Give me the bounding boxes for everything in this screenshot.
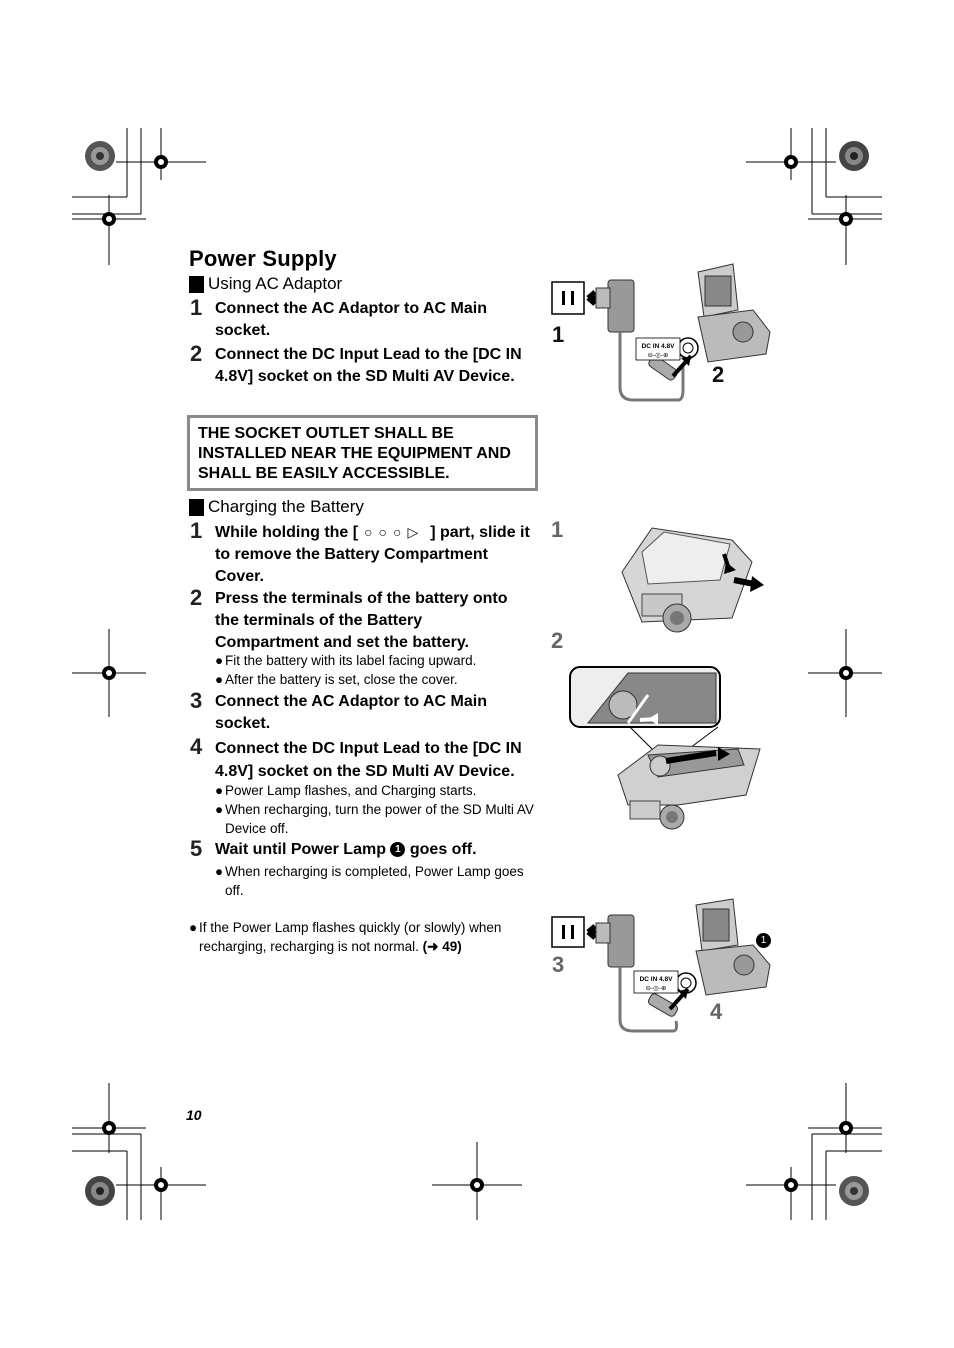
section-marker bbox=[189, 276, 204, 293]
ac-step-text-1: Connect the AC Adaptor to AC Main socket. bbox=[215, 300, 487, 339]
fig3-label-3: 3 bbox=[552, 952, 565, 977]
footnote-ref: (➜ 49) bbox=[422, 939, 462, 954]
fig2-label-2: 2 bbox=[551, 628, 564, 653]
page-number: 10 bbox=[186, 1107, 202, 1123]
battery-insert-illustration bbox=[568, 665, 768, 837]
section-heading-ac-text: Using AC Adaptor bbox=[208, 274, 343, 293]
charge-step-text-3: Connect the AC Adaptor to AC Main socket. bbox=[215, 693, 487, 732]
ac-step-text-2: Connect the DC Input Lead to the [DC IN 4.8V] socket on the SD Multi AV Device. bbox=[215, 346, 522, 385]
charge-step-number-1: 1 bbox=[190, 518, 203, 543]
step1-text-a: While holding the [ bbox=[215, 524, 359, 541]
step5-note-1-text: When recharging is completed, Power Lamp goes off. bbox=[225, 864, 524, 898]
charging-connection-illustration bbox=[548, 895, 778, 1035]
fig1-label-2: 2 bbox=[712, 362, 725, 387]
fig2-label-1: 1 bbox=[551, 517, 564, 542]
ac-step-number-1: 1 bbox=[190, 295, 203, 320]
section-heading-ac bbox=[189, 274, 342, 294]
warning-line-2: INSTALLED NEAR THE EQUIPMENT AND bbox=[198, 445, 511, 462]
ac-adaptor-illustration bbox=[548, 262, 778, 407]
step1-text-b: ] part, slide it to remove the Battery Compartment Cover. bbox=[215, 524, 530, 585]
battery-cover-illustration bbox=[612, 522, 772, 642]
step4-note-1: ● Power Lamp flashes, and Charging starts. bbox=[215, 783, 477, 798]
charge-step-number-3: 3 bbox=[190, 688, 203, 713]
step2-note-1: ● Fit the battery with its label facing upward. bbox=[215, 653, 477, 668]
step5-text-a: Wait until Power Lamp bbox=[215, 841, 386, 858]
dc-polarity-symbol: ⊖-◎-⊕ bbox=[647, 352, 669, 359]
step4-note-2-text: When recharging, turn the power of the SD Multi AV Device off. bbox=[225, 802, 534, 836]
charge-step-text-5 bbox=[215, 839, 535, 861]
charge-step-text-2: Press the terminals of the battery onto the terminals of the Battery Compartment and set the battery. bbox=[215, 590, 508, 651]
step2-note-2-text: After the battery is set, close the cover. bbox=[225, 672, 458, 687]
warning-line-3: SHALL BE EASILY ACCESSIBLE. bbox=[198, 465, 450, 482]
fig1-label-1: 1 bbox=[552, 322, 565, 347]
step2-note-1-text: Fit the battery with its label facing upward. bbox=[225, 653, 477, 668]
step5-text-b: goes off. bbox=[409, 841, 477, 858]
charge-step-text-1 bbox=[215, 521, 540, 588]
warning-line-1: THE SOCKET OUTLET SHALL BE bbox=[198, 425, 454, 442]
footnote: ● If the Power Lamp flashes quickly (or slowly) when recharging, recharging is not normal. (➜ 49) bbox=[189, 918, 539, 956]
step4-note-2: ● When recharging, turn the power of the SD Multi AV Device off. bbox=[215, 800, 540, 838]
power-lamp-marker: 1 bbox=[390, 842, 405, 857]
ac-step-number-2: 2 bbox=[190, 341, 203, 366]
footnote-body bbox=[199, 918, 539, 956]
dc-polarity-symbol-2: ⊖-◎-⊕ bbox=[645, 985, 667, 992]
section-heading-charge-text: Charging the Battery bbox=[208, 497, 364, 516]
cover-release-symbols: ○○○▷ bbox=[364, 524, 425, 540]
dc-in-label-2: DC IN 4.8V bbox=[639, 976, 673, 983]
fig3-power-lamp-marker: 1 bbox=[756, 933, 771, 948]
step2-note-2: ● After the battery is set, close the cover. bbox=[215, 672, 458, 687]
warning-box bbox=[187, 415, 538, 491]
step5-note-1: ● When recharging is completed, Power Lamp goes off. bbox=[215, 862, 535, 900]
charge-step-number-5: 5 bbox=[190, 836, 203, 861]
fig3-label-4: 4 bbox=[710, 999, 723, 1024]
section-marker bbox=[189, 499, 204, 516]
charge-step-text-4: Connect the DC Input Lead to the [DC IN 4.8V] socket on the SD Multi AV Device. bbox=[215, 740, 522, 780]
charge-step-number-2: 2 bbox=[190, 585, 203, 610]
step4-note-1-text: Power Lamp flashes, and Charging starts. bbox=[225, 783, 477, 798]
charge-step-number-4: 4 bbox=[190, 734, 203, 759]
page-title: Power Supply bbox=[189, 246, 337, 271]
footnote-text: If the Power Lamp flashes quickly (or slowly) when recharging, recharging is not normal. bbox=[199, 920, 502, 954]
section-heading-charge bbox=[189, 497, 364, 517]
dc-in-label: DC IN 4.8V bbox=[641, 343, 675, 350]
